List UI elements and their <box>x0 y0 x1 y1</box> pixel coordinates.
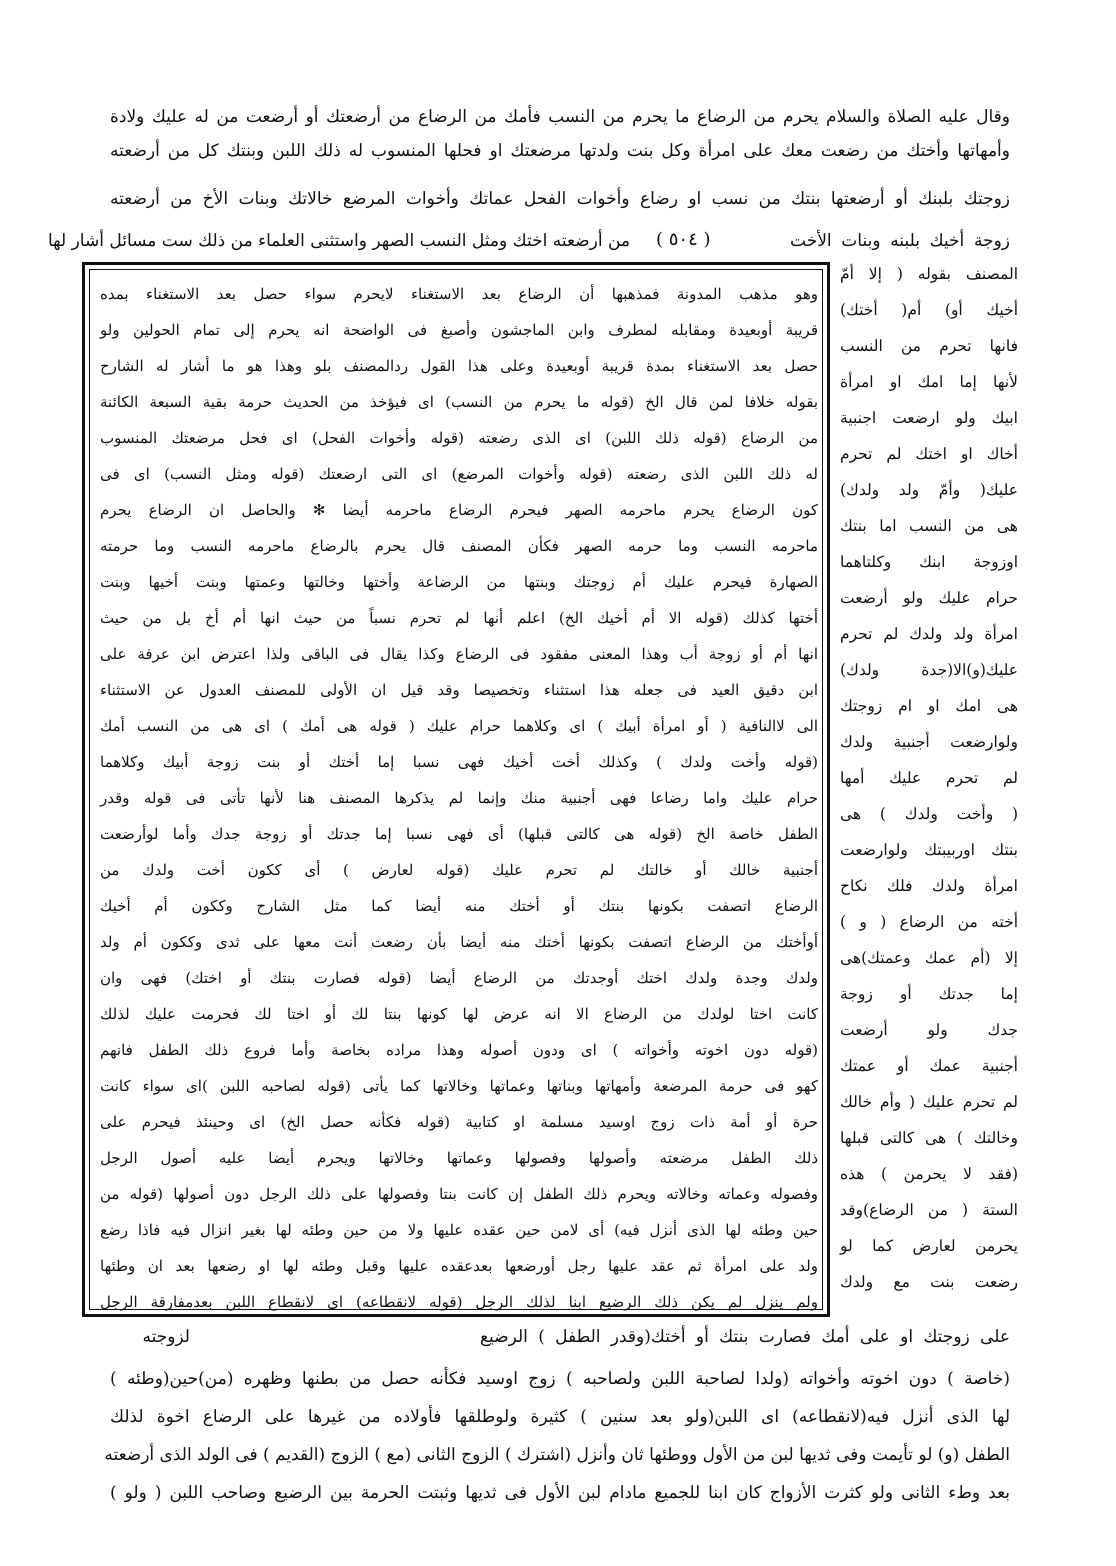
commentary-line: ذلك الطفل مرضعته وأصولها وفصولها وعماتها وخالاتها ويحرم أيضا عليه أصول الرجل <box>100 1149 818 1167</box>
side-line: أخته من الرضاع ( و ) <box>840 913 1018 931</box>
side-line: فانها تحرم من النسب <box>840 337 1018 355</box>
commentary-line: وهو مذهب المدونة فمذهبها أن الرضاع بعد الاستغناء لايحرم سواء حصل بعد الاستغناء بمده <box>100 285 818 303</box>
side-line: هى امك او ام زوجتك <box>840 697 1018 715</box>
side-line: رضعت بنت مع ولدك <box>840 1273 1018 1291</box>
commentary-line: له ذلك اللبن الذى رضعته (قوله وأخوات المرضع) اى التى ارضعتك (قوله ومثل النسب) اى فى <box>100 465 818 483</box>
side-line: حرام عليك ولو أرضعت <box>840 589 1018 607</box>
side-line: أجنبية عمك أو عمتك <box>840 1057 1018 1075</box>
commentary-line: ابن دقيق العيد فى جعله هذا استثناء وتخصيصا وقد قيل ان الأولى للمصنف العدول عن الاستثناء <box>100 681 818 699</box>
commentary-line: ولم ينزل لم يكن ذلك الرضيع ابنا لذلك الرجل (قوله لانقطاعه) اى لانقطاع اللبن بعدمفارقة الرجل <box>100 1293 818 1311</box>
side-line: لأنها إما امك او امرأة <box>840 373 1018 391</box>
commentary-line: حرة أو أمة ذات زوج اوسيد مسلمة او كتابية (قوله فكأنه حصل الخ) اى وحينئذ فيحرم على <box>100 1113 818 1131</box>
side-line: وخالتك ) هى كالتى قبلها <box>840 1129 1018 1147</box>
side-line: امرأة ولدك فلك نكاح <box>840 877 1018 895</box>
side-line: بنتك اوربيبتك ولوارضعت <box>840 841 1018 859</box>
commentary-line: كون الرضاع يحرم ماحرمه الصهر فيحرم الرضاع ماحرمه أيضا ✻ والحاصل ان الرضاع يحرم <box>100 501 818 519</box>
side-line: المصنف بقوله ( إلا أمّ <box>840 265 1018 283</box>
side-line: ( وأخت ولدك ) هى <box>840 805 1018 823</box>
side-line: جدك ولو أرضعت <box>840 1021 1018 1039</box>
commentary-line: حصل بعد الاستغناء بمدة قريبة أوبعيدة وعلى هذا القول ردالمصنف بلو وهذا هو ما أشار له الشارح <box>100 357 818 375</box>
commentary-line: (قوله دون اخوته وأخواته ) اى ودون أصوله وهذا مراده بخاصة وأما فروع ذلك الطفل فانهم <box>100 1041 818 1059</box>
top-line: زوجتك بلبنك أو أرضعتها بنتك من نسب او رضاع وأخوات الفحل عماتك وأخوات المرضع خالاتك وبنات الأخ من أرضعته <box>110 189 1010 209</box>
side-line: أخاك او اختك لم تحرم <box>840 445 1018 463</box>
commentary-line: الصهارة فيحرم عليك أم زوجتك وبنتها من الرضاعة وأختها وخالتها وعمتها وبنت أخيها وبنت <box>100 573 818 591</box>
commentary-line: من الرضاع (قوله ذلك اللبن) اى الذى رضعته (قوله وأخوات الفحل) اى فحل مرضعتك المنسوب <box>100 429 818 447</box>
commentary-line: ولد على امرأة ثم عقد عليها رجل أورضعها بعدعقده عليها وقبل وطئه لها او رضعها بعد ان وطئها <box>100 1257 818 1275</box>
top-last-left: من أرضعته اختك ومثل النسب الصهر واستثنى العلماء من ذلك ست مسائل أشار لها <box>47 231 630 251</box>
commentary-line: الطفل خاصة الخ (قوله هى كالتى قبلها) أى فهى نسبا إما جدتك أو زوجة جدك وأما لوأرضعت <box>100 825 818 843</box>
commentary-line: انها أم أو زوجة أب وهذا المعنى مفقود فى الرضاع وكذا يقال فى الباقى ولذا اعترض ابن عرفة على <box>100 645 818 663</box>
bottom-line: بعد وطء الثانى ولو كثرت الأزواج كان ابنا للجميع مادام لبن الأول فى ثديها وثبتت الحرمة بين الرضيع وصاحب اللبن ( ولو ) <box>110 1483 1010 1503</box>
commentary-line: (قوله وأخت ولدك ) وكذلك أخت أخيك فهى نسبا إما أختك أو بنت زوجة أبيك وكلاهما <box>100 753 818 771</box>
commentary-line: ماحرمه النسب وما حرمه الصهر فكأن المصنف قال يحرم بالرضاع ماحرمه النسب وما حرمته <box>100 537 818 555</box>
commentary-line: حين وطئه لها الذى أنزل فيه) أى لامن حين عقده عليها ولا من حين وطئه لها بغير انزال فيه فاذا رضع <box>100 1221 818 1239</box>
commentary-line: أختها كذلك (قوله الا أم أخيك الخ) اعلم أنها لم تحرم نسباً من حيث انها أم أخ بل من حيث <box>100 609 819 627</box>
side-line: الستة ( من الرضاع)وقد <box>840 1201 1018 1219</box>
commentary-line: ولدك وجدة ولدك اختك أوجدتك من الرضاع أيضا (قوله فصارت بنتك أو اختك) فهى وان <box>100 969 818 987</box>
commentary-line: قريبة أوبعيدة ومقابله لمطرف وابن الماجشون وأصبغ فى الواضحة انه يحرم إلى تمام الحولين ولو <box>100 321 818 339</box>
side-line: عليك( وأمّ ولد ولدك) <box>840 481 1018 499</box>
commentary-line: كانت اختا لولدك من الرضاع الا انه عرض لها كونها بنتا لك أو اختا لك فحرمت عليك لذلك <box>100 1005 818 1023</box>
side-line: يحرمن لعارض كما لو <box>840 1237 1018 1255</box>
side-line: (فقد لا يحرمن ) هذه <box>840 1165 1018 1183</box>
side-line: لم تحرم عليك ( وأم خالك <box>840 1093 1018 1111</box>
side-line: إلا (أم عمك وعمتك)هى <box>840 949 1018 967</box>
side-line: ولوارضعت أجنبية ولدك <box>840 733 1018 751</box>
side-line: هى من النسب اما بنتك <box>840 517 1018 535</box>
commentary-line: حرام عليك واما رضاعا فهى أجنبية منك وإنما لم يذكرها المصنف هنا لأنها تأتى فى قوله وقدر <box>100 789 818 807</box>
commentary-line: أوأختك من الرضاع اتصفت بكونها أختك منه أيضا بأن رضعت أنت معها على ثدى وككون أم ولد <box>100 933 818 951</box>
top-line: وقال عليه الصلاة والسلام يحرم من الرضاع ما يحرم من النسب فأمك من الرضاع من أرضعتك أو أرضعت من له عليك ولادة <box>110 107 1010 127</box>
bottom-line: الطفل (و) لو تأيمت وفى ثديها لبن من الأول ووطئها ثان وأنزل (اشترك ) الزوج الثانى (مع ) الزوج (القديم ) فى الولد الذى أرضعته <box>104 1445 1010 1465</box>
side-line: عليك(و)الا(جدة ولدك) <box>840 661 1018 679</box>
side-line: اوزوجة ابنك وكلتاهما <box>840 553 1018 571</box>
side-line: لم تحرم عليك أمها <box>840 769 1018 787</box>
commentary-line: الى لاالنافية ( أو امرأة أبيك ) اى وكلاهما حرام عليك ( قوله هى أمك ) اى هى من النسب أمك <box>100 717 818 735</box>
side-line: امرأة ولد ولدك لم تحرم <box>840 625 1018 643</box>
bottom-first-right: على زوجتك او على أمك فصارت بنتك أو أختك(وقدر الطفل ) الرضيع <box>480 1327 1010 1347</box>
bottom-first-left: لزوجته <box>142 1327 190 1347</box>
side-line: إما جدتك أو زوجة <box>840 985 1018 1003</box>
top-last-right: زوجة أخيك بلبنه وبنات الأخت <box>790 231 1010 251</box>
page-number: ( ٥٠٤ ) <box>656 229 711 250</box>
commentary-line: الرضاع اتصفت بكونها بنتك أو أختك منه أيضا كما مثل الشارح وككون أم أخيك <box>100 897 818 915</box>
commentary-line: بقوله خلافا لمن قال الخ (قوله ما يحرم من النسب) اى فيؤخذ من الحديث حرمة بقية السبعة الكائنة <box>100 393 818 411</box>
commentary-line: وفصوله وعماته وخالاته ويحرم ذلك الطفل إن كانت بنتا وفصولها على ذلك الرجل دون أصولها (قوله من <box>100 1185 818 1203</box>
bottom-line: لها الذى أنزل فيه(لانقطاعه) اى اللبن(ولو بعد سنين ) كثيرة ولوطلقها فأولاده من غيرها على الرضاع اخوة لذلك <box>110 1407 1010 1427</box>
commentary-line: أجنبية خالك أو خالتك لم تحرم عليك (قوله لعارض ) أى ككون أخت ولدك من <box>100 861 818 879</box>
bottom-line: (خاصة ) دون اخوته وأخواته (ولدا لصاحبة اللبن ولصاحبه ) زوج اوسيد فكأنه حصل من بطنها وظهره (من)حين(وطئه ) <box>110 1369 1010 1389</box>
commentary-line: كهو فى حرمة المرضعة وأمهاتها وبناتها وعماتها وخالاتها كما يأتى (قوله لصاحبه اللبن )اى سواء كانت <box>100 1077 818 1095</box>
top-line: وأمهاتها وأختك من رضعت معك على امرأة وكل بنت ولدتها مرضعتك او فحلها المنسوب له ذلك اللبن وبنتك كل من أرضعته <box>110 141 1010 161</box>
side-line: ابيك ولو ارضعت اجنبية <box>840 409 1018 427</box>
side-line: أخيك أو) أم( أختك) <box>840 301 1018 319</box>
